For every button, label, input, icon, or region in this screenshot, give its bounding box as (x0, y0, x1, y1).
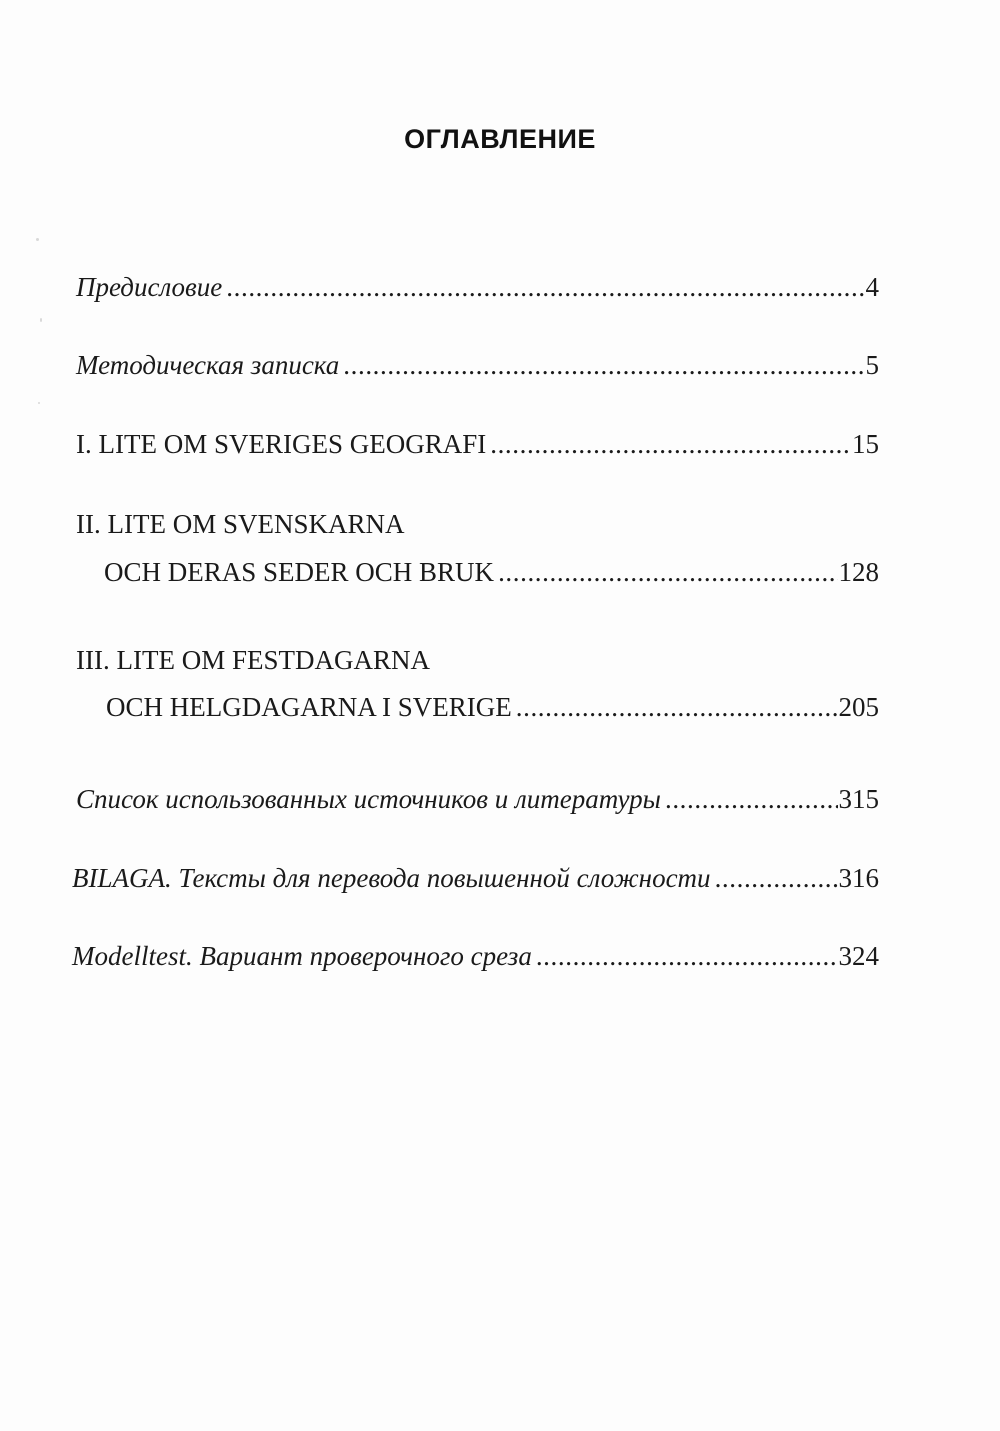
dot-leader (665, 779, 838, 819)
dot-leader (226, 267, 864, 307)
toc-entry-chapter-3 (0, 687, 1000, 727)
toc-page-number: 316 (838, 863, 879, 893)
scan-speck (38, 402, 40, 404)
toc-page-number: 205 (838, 692, 879, 722)
toc-entry-label: Методическая записка (76, 350, 340, 380)
toc-entry-chapter-2-line-1: II. LITE OM SVENSKARNA (76, 509, 405, 539)
toc-entry-chapter-1 (0, 424, 1000, 464)
toc-page-number: 324 (838, 941, 879, 971)
toc-entry-appendix (0, 858, 1000, 898)
toc-entry-label: OCH DERAS SEDER OCH BRUK (104, 557, 495, 587)
toc-entry-preface (0, 267, 1000, 307)
toc-page-number: 15 (852, 429, 879, 459)
toc-entry-label: Предисловие (76, 272, 223, 302)
toc-page-number: 128 (838, 557, 879, 587)
dot-leader (516, 687, 838, 727)
page-title: ОГЛАВЛЕНИЕ (404, 124, 596, 154)
toc-entry-label: I. LITE OM SVERIGES GEOGRAFI (76, 429, 487, 459)
toc-entry-label: Список использованных источников и литературы (76, 784, 661, 814)
toc-page-number: 5 (865, 350, 879, 380)
dot-leader (490, 424, 851, 464)
toc-entry-label: OCH HELGDAGARNA I SVERIGE (106, 692, 512, 722)
dot-leader (343, 345, 864, 385)
toc-entry-bibliography (0, 779, 1000, 819)
toc-entry-model-test (0, 936, 1000, 976)
scan-speck (40, 318, 42, 322)
dot-leader (498, 552, 837, 592)
toc-entry-label: BILAGA. Тексты для перевода повышенной сложности (72, 863, 711, 893)
dot-leader (536, 936, 838, 976)
toc-page-number: 315 (838, 784, 879, 814)
scan-speck (36, 238, 39, 241)
toc-entry-methodical-note (0, 345, 1000, 385)
toc-entry-label: Modelltest. Вариант проверочного среза (72, 941, 532, 971)
toc-page-number: 4 (865, 272, 879, 302)
dot-leader (715, 858, 838, 898)
toc-entry-chapter-2 (0, 552, 1000, 592)
toc-entry-chapter-3-line-1: III. LITE OM FESTDAGARNA (76, 645, 430, 675)
